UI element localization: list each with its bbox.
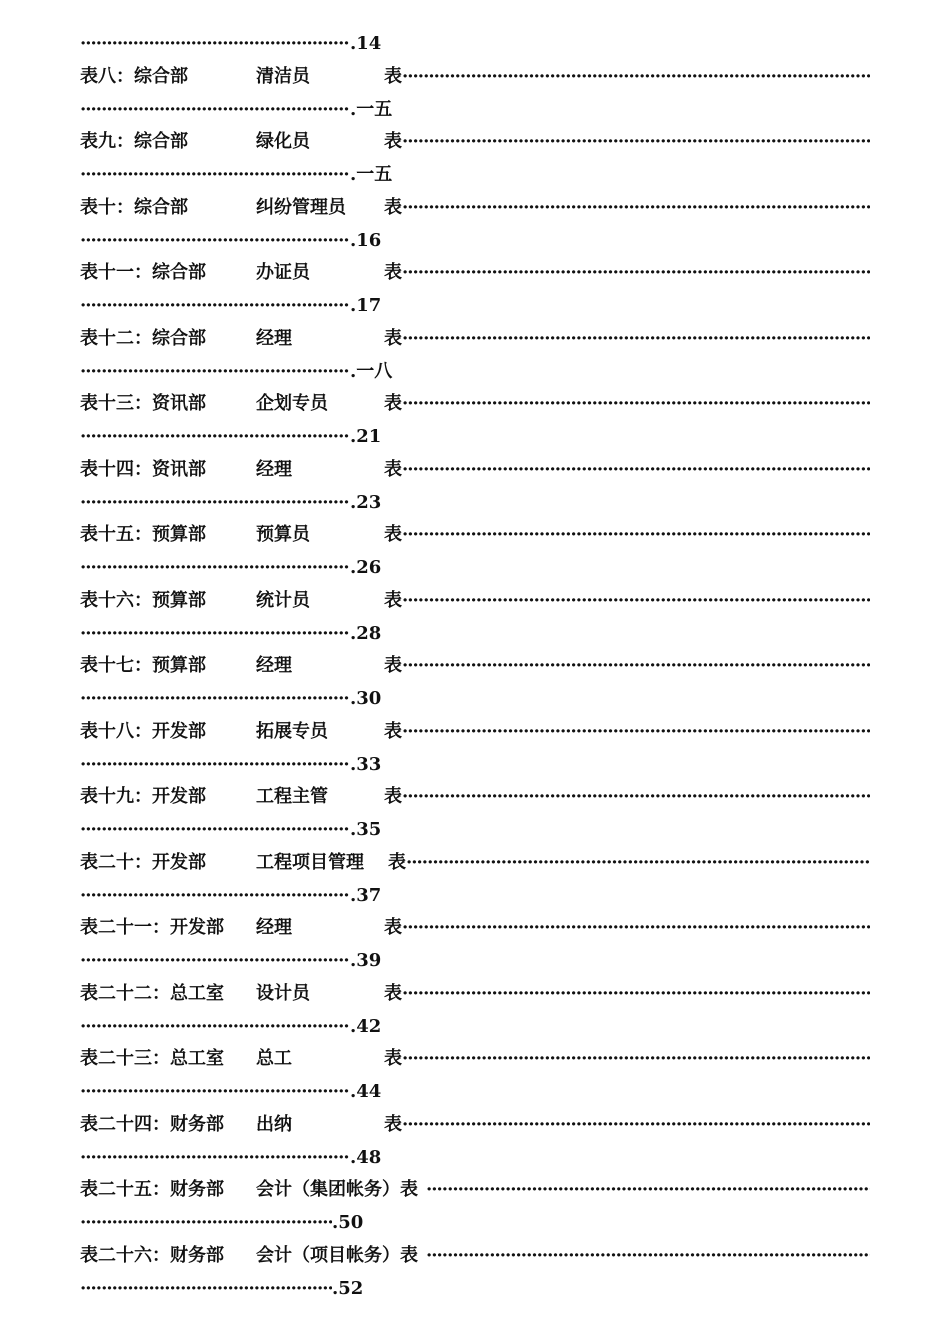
toc-entry[interactable] — [80, 519, 870, 552]
toc-entry-suffix: 表 — [384, 196, 402, 218]
dot-leader — [80, 552, 350, 585]
toc-entry-page-line — [80, 421, 870, 454]
toc-entry-page-line — [80, 225, 870, 258]
toc-entry-role: 设计员 — [256, 982, 310, 1004]
toc-entry[interactable] — [80, 978, 870, 1011]
toc-entry-page-line — [80, 683, 870, 716]
toc-entry-suffix: 表 — [384, 917, 402, 939]
page-number: .35 — [350, 819, 382, 840]
page-number: .23 — [350, 491, 382, 513]
dot-leader — [402, 1043, 870, 1076]
toc-entry-role: 绿化员 — [256, 131, 310, 153]
toc-entry[interactable] — [80, 192, 870, 225]
toc-entry-label: 表十四：资讯部 — [80, 458, 206, 480]
toc-entry[interactable] — [80, 257, 870, 290]
toc-entry-role: 工程主管 — [256, 786, 328, 808]
dot-leader — [80, 1076, 350, 1109]
dot-leader — [402, 716, 870, 749]
dot-leader — [402, 454, 870, 487]
toc-entry-role: 会计（项目帐务） — [256, 1244, 400, 1266]
dot-leader — [402, 912, 870, 945]
dot-leader — [80, 749, 350, 782]
dot-leader — [402, 388, 870, 421]
toc-entry[interactable] — [80, 388, 870, 421]
toc-entry-suffix: 表 — [384, 131, 402, 153]
toc-entry[interactable] — [80, 61, 870, 94]
toc-entry-role: 经理 — [256, 458, 292, 480]
toc-entry-suffix: 表 — [384, 524, 402, 546]
toc-entry[interactable] — [80, 1109, 870, 1142]
dot-leader — [80, 421, 350, 454]
page-number: .28 — [350, 622, 382, 644]
toc-entries — [80, 61, 870, 1306]
toc-entry-suffix: 表 — [384, 262, 402, 284]
toc-entry[interactable] — [80, 716, 870, 749]
dot-leader — [80, 1011, 350, 1044]
toc-entry-label: 表二十四：财务部 — [80, 1113, 224, 1135]
toc-entry-role: 清洁员 — [256, 65, 310, 87]
toc-entry-page-line — [80, 1207, 870, 1240]
toc-entry-suffix: 表 — [384, 655, 402, 677]
toc-entry[interactable] — [80, 1240, 870, 1273]
page-number: .42 — [350, 1015, 382, 1037]
toc-entry-label: 表八：综合部 — [80, 65, 188, 87]
dot-leader — [402, 519, 870, 552]
toc-entry-label: 表二十一：开发部 — [80, 917, 224, 939]
toc-entry-page-line — [80, 618, 870, 651]
toc-entry-suffix: 表 — [384, 458, 402, 480]
page-number: .17 — [350, 295, 382, 316]
toc-entry-role: 总工 — [256, 1048, 292, 1070]
toc-entry-label: 表十五：预算部 — [80, 524, 206, 546]
page-number: .一八 — [350, 360, 393, 382]
page-number: .一五 — [350, 98, 393, 120]
toc-entry-suffix: 表 — [384, 1113, 402, 1135]
dot-leader — [80, 880, 350, 913]
page-number: .44 — [350, 1081, 382, 1102]
dot-leader — [402, 323, 870, 356]
toc-entry[interactable] — [80, 650, 870, 683]
dot-leader — [80, 945, 350, 978]
toc-entry-label: 表二十三：总工室 — [80, 1048, 224, 1070]
toc-entry-page-line — [80, 1142, 870, 1175]
toc-entry-label: 表二十五：财务部 — [80, 1179, 224, 1201]
toc-entry-role: 纠纷管理员 — [256, 196, 346, 218]
dot-leader — [80, 814, 350, 847]
toc-entry-label: 表十九：开发部 — [80, 786, 206, 808]
toc-entry-label: 表二十六：财务部 — [80, 1244, 224, 1266]
dot-leader — [426, 1174, 870, 1207]
toc-entry-role: 会计（集团帐务） — [256, 1179, 400, 1201]
page-number: .16 — [350, 229, 382, 251]
toc-entry-page-line — [80, 552, 870, 585]
dot-leader — [402, 781, 870, 814]
toc-continuation-line — [80, 28, 870, 61]
toc-entry-suffix: 表 — [384, 1048, 402, 1070]
dot-leader — [80, 1207, 332, 1240]
toc-entry[interactable] — [80, 1043, 870, 1076]
toc-entry-suffix: 表 — [384, 393, 402, 415]
toc-entry-page-line — [80, 356, 870, 389]
page-number: .26 — [350, 557, 382, 578]
dot-leader — [402, 650, 870, 683]
toc-entry-role: 工程项目管理 — [256, 851, 364, 873]
toc-entry-page-line — [80, 94, 870, 127]
dot-leader — [402, 61, 870, 94]
dot-leader — [80, 1273, 332, 1306]
toc-entry-label: 表十一：综合部 — [80, 262, 206, 284]
dot-leader — [80, 1142, 350, 1175]
dot-leader — [402, 978, 870, 1011]
page-number: .48 — [350, 1146, 382, 1168]
page-number: .30 — [350, 688, 382, 709]
toc-entry-page-line — [80, 945, 870, 978]
toc-entry[interactable] — [80, 847, 870, 880]
toc-entry-suffix: 表 — [384, 720, 402, 742]
toc-entry-label: 表十六：预算部 — [80, 589, 206, 611]
toc-entry[interactable] — [80, 781, 870, 814]
toc-entry-role: 办证员 — [256, 262, 310, 284]
toc-entry-role: 预算员 — [256, 524, 310, 546]
toc-entry-page-line — [80, 880, 870, 913]
dot-leader — [426, 1240, 870, 1273]
toc-entry-role: 经理 — [256, 655, 292, 677]
dot-leader — [402, 126, 870, 159]
toc-entry-role: 经理 — [256, 327, 292, 349]
toc-entry-label: 表九：综合部 — [80, 131, 188, 153]
toc-entry-page-line — [80, 1273, 870, 1306]
toc-entry-label: 表二十二：总工室 — [80, 982, 224, 1004]
page-number: .39 — [350, 950, 382, 971]
toc-entry-page-line — [80, 1011, 870, 1044]
toc-entry[interactable] — [80, 454, 870, 487]
toc-entry-suffix: 表 — [384, 982, 402, 1004]
page-number: .21 — [350, 426, 382, 447]
toc-entry-suffix: 表 — [384, 65, 402, 87]
page-number: .52 — [332, 1277, 364, 1299]
page-number: .50 — [332, 1212, 364, 1233]
toc-entry-suffix: 表 — [384, 327, 402, 349]
toc-entry-page-line — [80, 749, 870, 782]
toc-entry-label: 表十二：综合部 — [80, 327, 206, 349]
toc-entry-suffix: 表 — [388, 851, 406, 873]
dot-leader — [80, 28, 350, 61]
dot-leader — [402, 585, 870, 618]
dot-leader — [80, 159, 350, 192]
toc-entry[interactable] — [80, 585, 870, 618]
page-number: .33 — [350, 753, 382, 775]
page-number: .14 — [350, 33, 382, 54]
dot-leader — [80, 290, 350, 323]
table-of-contents — [80, 28, 870, 1305]
toc-entry-role: 出纳 — [256, 1113, 292, 1135]
toc-entry-label: 表十：综合部 — [80, 196, 188, 218]
dot-leader — [80, 225, 350, 258]
toc-entry[interactable] — [80, 323, 870, 356]
toc-entry-suffix: 表 — [400, 1179, 418, 1201]
toc-entry-role: 拓展专员 — [256, 720, 328, 742]
dot-leader — [80, 356, 350, 389]
toc-entry-label: 表二十：开发部 — [80, 851, 206, 873]
toc-entry-role: 统计员 — [256, 589, 310, 611]
dot-leader — [80, 683, 350, 716]
toc-entry[interactable] — [80, 1174, 870, 1207]
toc-entry-suffix: 表 — [400, 1244, 418, 1266]
dot-leader — [80, 618, 350, 651]
toc-entry[interactable] — [80, 912, 870, 945]
toc-entry[interactable] — [80, 126, 870, 159]
dot-leader — [80, 487, 350, 520]
dot-leader — [406, 847, 870, 880]
dot-leader — [402, 1109, 870, 1142]
toc-entry-label: 表十三：资讯部 — [80, 393, 206, 415]
toc-entry-suffix: 表 — [384, 589, 402, 611]
toc-entry-role: 企划专员 — [256, 393, 328, 415]
dot-leader — [402, 192, 870, 225]
toc-entry-label: 表十八：开发部 — [80, 720, 206, 742]
toc-entry-page-line — [80, 814, 870, 847]
page-number: .一五 — [350, 164, 393, 185]
dot-leader — [80, 94, 350, 127]
toc-entry-role: 经理 — [256, 917, 292, 939]
toc-entry-page-line — [80, 159, 870, 192]
toc-entry-suffix: 表 — [384, 786, 402, 808]
toc-entry-page-line — [80, 1076, 870, 1109]
dot-leader — [402, 257, 870, 290]
toc-entry-page-line — [80, 290, 870, 323]
page-number: .37 — [350, 884, 382, 906]
toc-entry-page-line — [80, 487, 870, 520]
toc-entry-label: 表十七：预算部 — [80, 655, 206, 677]
